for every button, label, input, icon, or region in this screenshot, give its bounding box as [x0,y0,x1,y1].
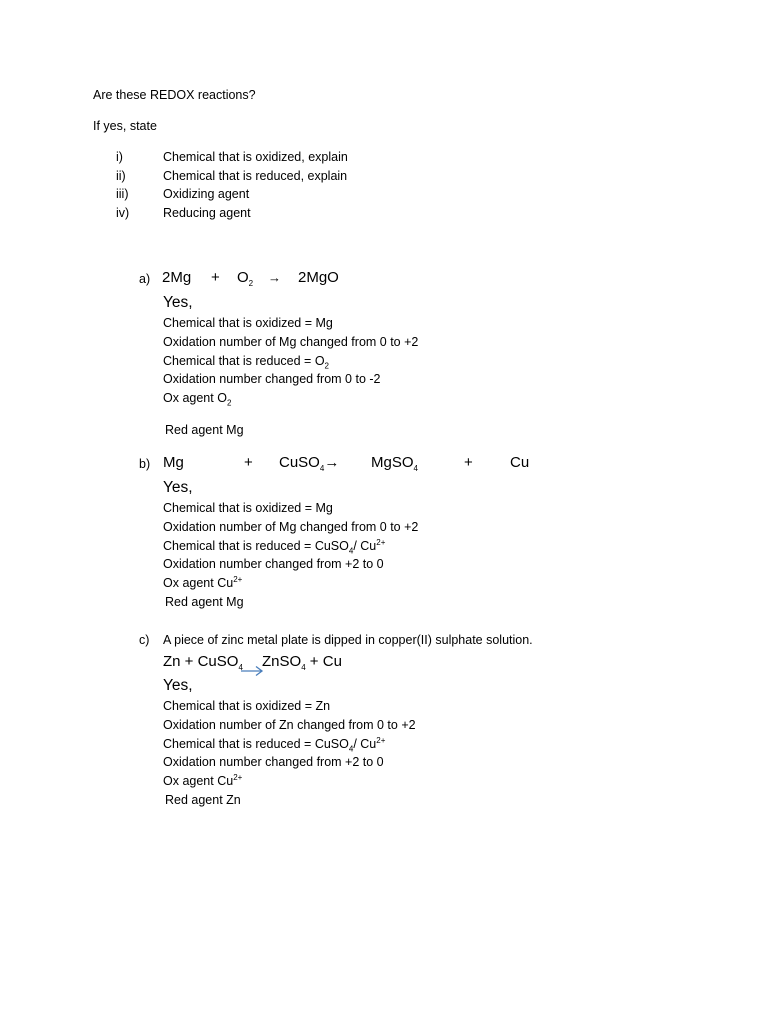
answer-line: Ox agent $Cu^{2+}$ [163,574,243,590]
answer-line: Chemical that is reduced = CuSO$_4$/ $Cu^{2+}$ [163,537,386,556]
criteria-num: iv) [116,206,130,220]
criteria-text: Oxidizing agent [163,187,250,201]
answer-line: Oxidation number changed from +2 to 0 [163,557,384,571]
reaction-arrow: → [268,270,281,285]
question-heading: Are these REDOX reactions? [93,88,256,102]
answer-line: Chemical that is oxidized = Mg [163,316,333,330]
reaction-arrow: → [324,454,340,471]
eq-term: Cu [510,454,530,471]
criteria-text: Reducing agent [163,206,251,220]
eq-plus: + [211,269,220,286]
part-c-question: A piece of zinc metal plate is dipped in copper(II) sulphate solution. [163,633,533,647]
criteria-text: Chemical that is oxidized, explain [163,150,348,164]
eq-term: Zn + CuSO$_4$ [163,653,243,672]
answer-line: Oxidation number of Mg changed from 0 to +2 [163,335,419,349]
answer-line: Oxidation number of Zn changed from 0 to +2 [163,718,416,732]
part-b-label: b) [139,457,151,471]
answer-line: Red agent Mg [165,595,244,609]
part-c-answer: Yes, [163,677,193,694]
eq-term: CuSO$_4$→ [279,454,340,473]
answer-line: Ox agent $O_2$ [163,391,232,408]
eq-term: MgSO$_4$ [371,454,418,473]
criteria-num: iii) [116,187,129,201]
criteria-text: Chemical that is reduced, explain [163,169,348,183]
criteria-num: ii) [116,169,126,183]
part-a-label: a) [139,272,151,286]
answer-line: Oxidation number changed from +2 to 0 [163,755,384,769]
answer-line: Chemical that is reduced = CuSO$_4$/ $Cu^{2+}$ [163,735,386,754]
answer-line: Red agent Mg [165,423,244,437]
answer-line: Oxidation number of Mg changed from 0 to +2 [163,520,419,534]
answer-line: Chemical that is oxidized = Zn [163,699,331,713]
eq-term: 2Mg [162,269,192,286]
eq-plus: + [244,454,253,471]
criteria-num: i) [116,150,123,164]
part-a-answer: Yes, [163,294,193,311]
part-c-label: c) [139,633,150,647]
if-yes-label: If yes, state [93,119,157,133]
answer-line: Chemical that is reduced = $O_2$ [163,354,329,371]
reaction-arrow-icon [240,665,264,677]
eq-term: Mg [163,454,184,471]
eq-term: ZnSO$_4$ + Cu [262,653,342,672]
answer-line: Ox agent $Cu^{2+}$ [163,772,243,788]
answer-line: Red agent Zn [165,793,241,807]
eq-term: 2MgO [298,269,339,286]
eq-term: $O_2$ [237,269,254,288]
part-b-answer: Yes, [163,479,193,496]
eq-plus: + [464,454,473,471]
answer-line: Oxidation number changed from 0 to -2 [163,372,381,386]
answer-line: Chemical that is oxidized = Mg [163,501,333,515]
